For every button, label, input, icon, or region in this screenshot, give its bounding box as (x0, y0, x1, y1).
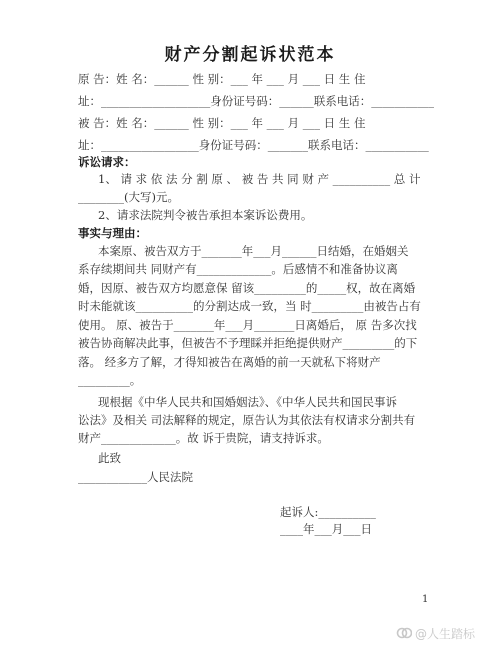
court-name: ____________人民法院 (78, 470, 193, 484)
basis-line-2: 讼法》及相关 司法解释的规定，原告认为其依法有权请求分割共有 (78, 413, 416, 427)
facts-line-5: 使用。 原、被告于_______年___月_______日离婚后， 原 告多次找 (78, 318, 417, 332)
facts-line-6: 被告协商解决此事，但被告不予理睬并拒绝提供财产_________的下 (78, 336, 418, 350)
claim-1-line-2: ________(大写)元。 (78, 190, 179, 204)
facts-heading: 事实与理由： (78, 226, 147, 240)
claim-1-line-1: 1、 请 求 依 法 分 割 原 、 被 告 共 同 财 产 __________ 总 计 (98, 172, 421, 186)
facts-line-7: 落。 经多方了解，才得知被告在离婚的前一天就私下将财产 (78, 355, 381, 369)
page-number: 1 (422, 594, 429, 605)
facts-line-1: 本案原、被告双方于_______年___月______日结婚，在婚姻关 (98, 244, 409, 258)
salutation: 此致 (98, 451, 121, 465)
facts-line-2: 系存续期间共 同财产有_____________。后感情不和准备协议离 (78, 262, 398, 276)
claim-2: 2、请求法院判令被告承担本案诉讼费用。 (98, 208, 313, 222)
watermark-text: @人生踏标 (415, 626, 476, 641)
plaintiff-signature: 起诉人:__________ (280, 505, 376, 519)
facts-line-3: 婚，因原、被告双方均愿意保 留该_________的_____权，故在离婚 (78, 281, 416, 295)
signature-date: ____年___月___日 (280, 522, 372, 536)
defendant-line-2: 址：_________________身份证号码：_______联系电话：___________ (78, 138, 429, 152)
claims-heading: 诉讼请求： (78, 155, 136, 169)
facts-line-8: _________。 (78, 373, 142, 387)
watermark-logo-icon (396, 625, 412, 641)
defendant-line-1: 被 告：姓 名：______ 性 别：___ 年 ___ 月 ___ 日 生 住 (78, 116, 366, 130)
plaintiff-line-1: 原 告：姓 名：______ 性 别：___ 年 ___ 月 ___ 日 生 住 (78, 72, 366, 86)
basis-line-3: 财产_____________。故 诉于贵院，请支持诉求。 (78, 431, 329, 445)
plaintiff-line-2: 址：___________________身份证号码：______联系电话：___________ (78, 94, 434, 108)
basis-line-1: 现根据《中华人民共和国婚姻法》、《中华人民共和国民事诉 (98, 395, 397, 409)
facts-line-4: 时未能就该__________的分割达成一致，当 时_________由被告占有 (78, 299, 421, 313)
document-title: 财产分割起诉状范本 (164, 45, 336, 65)
watermark (396, 624, 492, 642)
